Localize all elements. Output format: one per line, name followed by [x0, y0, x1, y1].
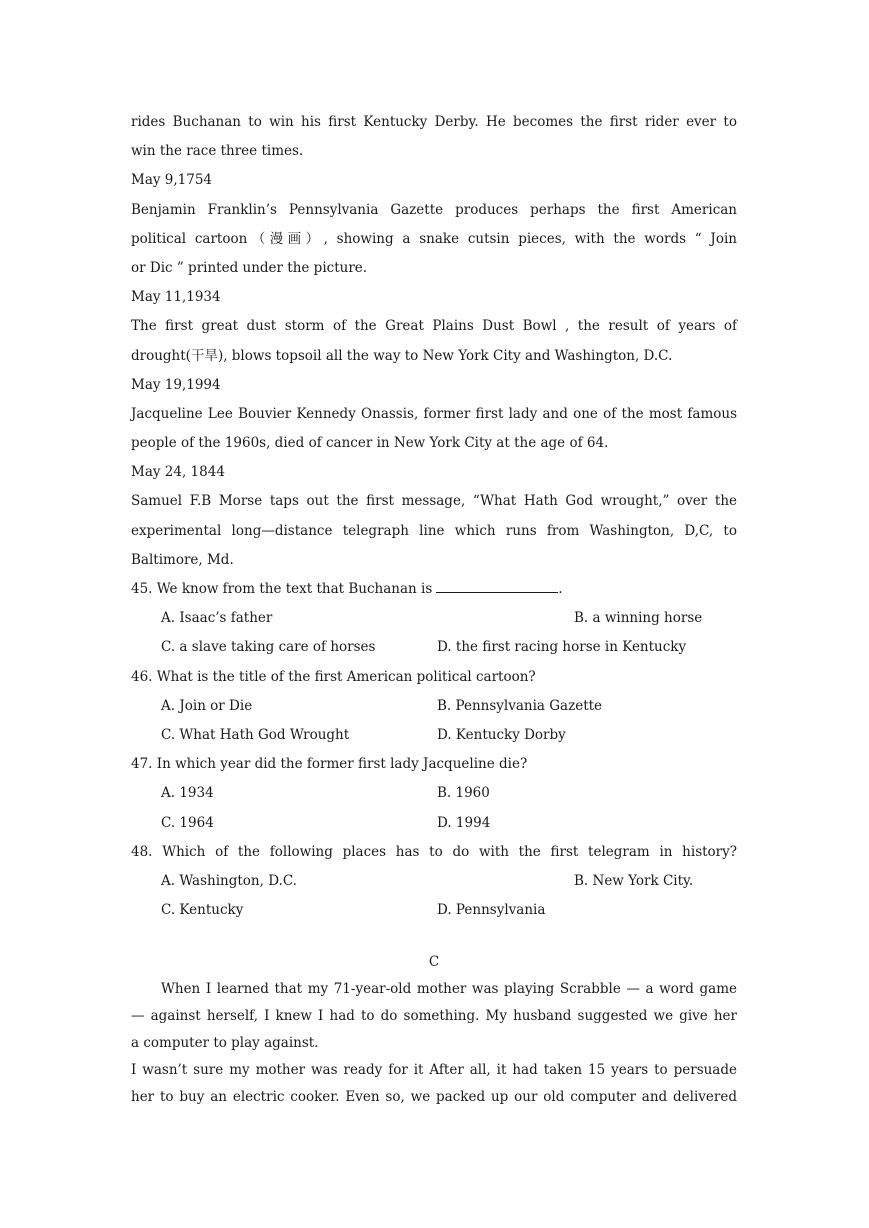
question-48-options-row2: [131, 896, 737, 925]
option-b: B. 1960: [437, 785, 490, 802]
answer-blank: [436, 576, 558, 593]
option-d: D. the first racing horse in Kentucky: [437, 639, 687, 656]
passage-c-line: a computer to play against.: [131, 1035, 319, 1052]
option-a: A. Join or Die: [161, 697, 253, 714]
option-c: C. a slave taking care of horses: [161, 639, 376, 656]
event-text: or Dic ” printed under the picture.: [131, 259, 368, 276]
document-page: [131, 108, 737, 1111]
question-46-stem: 46. What is the title of the first American political cartoon?: [131, 668, 536, 685]
event-text: Samuel F.B Morse taps out the first message, “What Hath God wrought,” over the: [131, 493, 737, 510]
option-d: D. Kentucky Dorby: [437, 726, 566, 743]
event-text: drought(干旱), blows topsoil all the way to New York City and Washington, D.C.: [131, 347, 673, 364]
question-47-stem: 47. In which year did the former first lady Jacqueline die?: [131, 756, 528, 773]
option-c: C. What Hath God Wrought: [161, 726, 350, 743]
option-d: D. 1994: [437, 814, 491, 831]
event-text: people of the 1960s, died of cancer in New York City at the age of 64.: [131, 435, 609, 452]
passage-b-line: rides Buchanan to win his first Kentucky Derby. He becomes the first rider ever to: [131, 114, 737, 130]
passage-c-line: her to buy an electric cooker. Even so, we packed up our old computer and delivered: [131, 1089, 737, 1106]
event-text: Benjamin Franklin’s Pennsylvania Gazette produces perhaps the first American: [131, 201, 737, 218]
event-text: experimental long—distance telegraph line which runs from Washington, D,C, to: [131, 522, 737, 539]
event-date: May 19,1994: [131, 376, 221, 393]
question-47-options-row2: [131, 809, 737, 838]
question-stem-end: .: [558, 581, 563, 597]
section-heading-c: C: [428, 954, 440, 971]
question-48-stem: 48. Which of the following places has to do with the first telegram in history?: [131, 843, 737, 860]
option-a: A. Isaac’s father: [161, 610, 273, 627]
passage-c-line: — against herself, I knew I had to do something. My husband suggested we give her: [131, 1008, 737, 1025]
question-45-stem: [131, 575, 737, 604]
event-date: May 9,1754: [131, 172, 213, 189]
question-48-options-row1: [131, 867, 737, 896]
option-d: D. Pennsylvania: [437, 902, 546, 919]
event-text: Baltimore, Md.: [131, 551, 234, 568]
question-45-options-row2: [131, 633, 737, 662]
passage-c-line: When I learned that my 71-year-old mother was playing Scrabble — a word game: [161, 981, 737, 998]
option-b: B. Pennsylvania Gazette: [437, 697, 603, 714]
question-46-options-row1: [131, 692, 737, 721]
section-gap: [131, 925, 737, 949]
question-47-options-row1: [131, 779, 737, 808]
event-date: May 11,1934: [131, 289, 221, 306]
option-b: B. New York City.: [574, 872, 694, 889]
event-text: Jacqueline Lee Bouvier Kennedy Onassis, former first lady and one of the most famous: [131, 405, 737, 422]
passage-c-line: I wasn’t sure my mother was ready for it After all, it had taken 15 years to persuade: [131, 1062, 737, 1079]
passage-b-line: win the race three times.: [131, 143, 304, 160]
option-c: C. 1964: [161, 814, 214, 831]
question-stem-text: 45. We know from the text that Buchanan is: [131, 581, 433, 597]
event-text: The first great dust storm of the Great Plains Dust Bowl , the result of years of: [131, 318, 737, 335]
option-a: A. Washington, D.C.: [161, 872, 297, 889]
option-c: C. Kentucky: [161, 902, 244, 919]
event-text: political cartoon（漫画）, showing a snake cutsin pieces, with the words “ Join: [131, 230, 737, 247]
event-date: May 24, 1844: [131, 464, 225, 481]
option-b: B. a winning horse: [574, 610, 703, 627]
question-46-options-row2: [131, 721, 737, 750]
option-a: A. 1934: [161, 785, 214, 802]
question-45-options-row1: [131, 604, 737, 633]
